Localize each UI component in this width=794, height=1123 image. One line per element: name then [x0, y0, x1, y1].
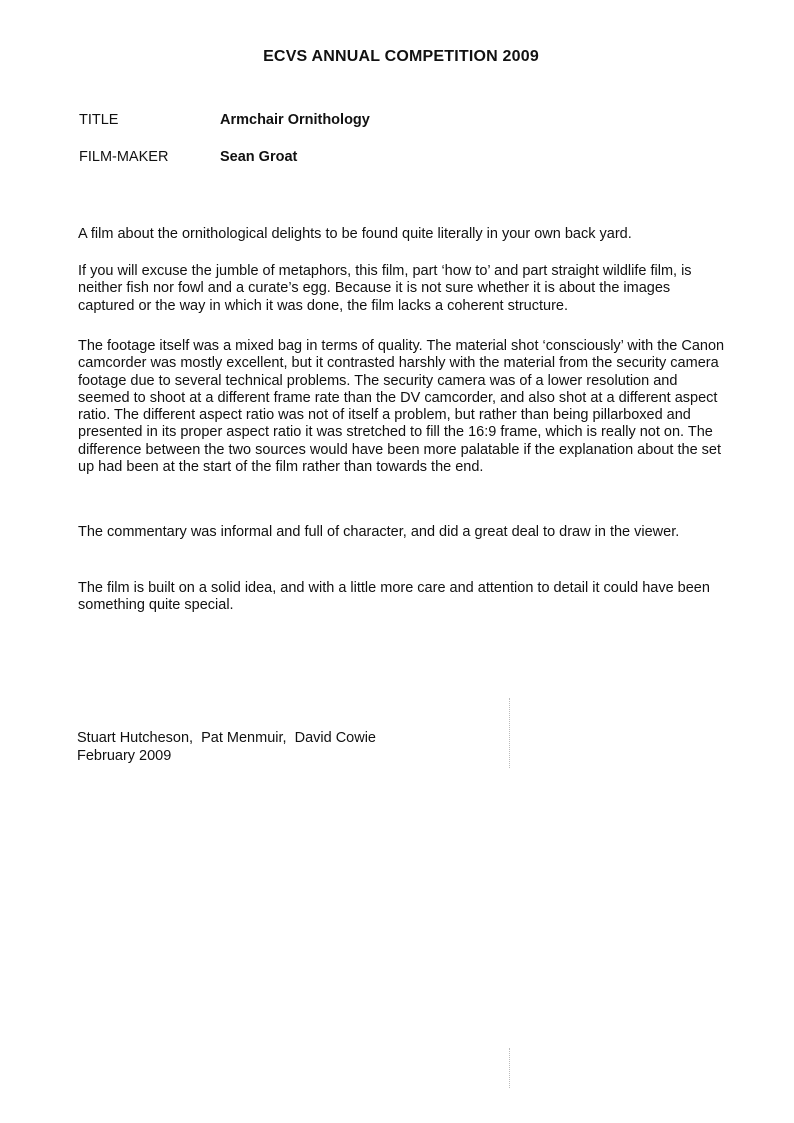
meta-row-title [79, 112, 370, 128]
signature-date: February 2009 [77, 747, 172, 764]
judges-names: Stuart Hutcheson, Pat Menmuir, David Cowie [77, 730, 376, 746]
paragraph-commentary: The commentary was informal and full of character, and did a great deal to draw in the viewer. [78, 524, 680, 540]
meta-label: FILM-MAKER [79, 149, 169, 165]
paragraph-intro: A film about the ornithological delights to be found quite literally in your own back yard. [78, 226, 632, 242]
meta-row-film-maker [79, 149, 297, 165]
document-heading: ECVS ANNUAL COMPETITION 2009 [263, 48, 539, 65]
meta-label: TITLE [79, 112, 119, 128]
meta-value: Armchair Ornithology [220, 112, 370, 128]
paragraph-footage: The footage itself was a mixed bag in terms of quality. The material shot ‘consciously’ with the Canon camcorder was mostly excellent, but it contrasted harshly with the material from the security camera footage due to several technical problems. The security camera was of a lower resolution and seemed to shoot at a different frame rate than the DV camcorder, and also shot at a different aspect ratio. The different aspect ratio was not of itself a problem, but rather than being pillarboxed and presented in its proper aspect ratio it was stretched to fill the 16:9 frame, which is really not on. The difference between the two sources would have been more palatable if the explanation about the set up had been at the start of the film rather than towards the end. [78, 338, 725, 476]
scan-artifact [509, 1048, 511, 1088]
paragraph-conclusion: The film is built on a solid idea, and with a little more care and attention to detail it could have been something quite special. [78, 580, 710, 614]
meta-value: Sean Groat [220, 149, 298, 165]
paragraph-structure: If you will excuse the jumble of metaphors, this film, part ‘how to’ and part straight wildlife film, is neither fish nor fowl and a curate’s egg. Because it is not sure whether it is about the images captured or the way in which it was done, the film lacks a coherent structure. [78, 263, 692, 314]
signature-block [77, 730, 376, 765]
scan-artifact [509, 698, 511, 768]
